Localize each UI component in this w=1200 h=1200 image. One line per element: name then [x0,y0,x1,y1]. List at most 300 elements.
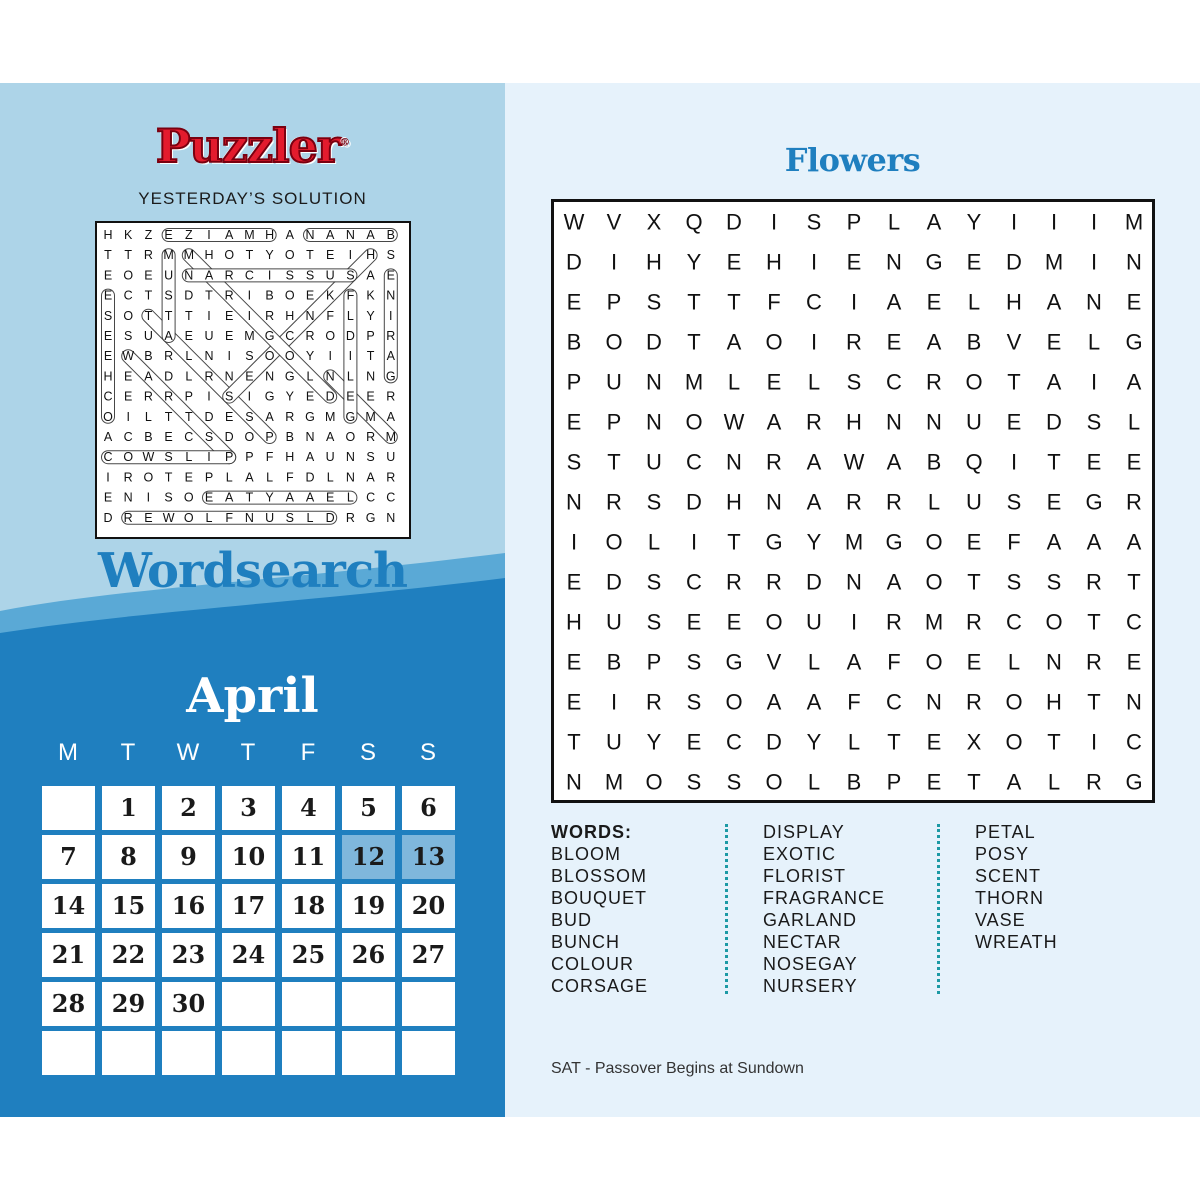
solution-letter: O [183,490,194,505]
word-item: NECTAR [763,932,842,952]
grid-letter: S [646,489,662,515]
grid-letter: G [1085,489,1103,515]
solution-letter: A [366,268,375,283]
grid-letter: I [810,249,818,275]
solution-letter: O [123,450,134,465]
solution-letter: E [184,470,193,485]
solution-letter: O [123,268,134,283]
grid-letter: S [846,369,862,395]
grid-letter: I [1090,249,1098,275]
solution-letter: Y [285,389,294,404]
grid-letter: E [566,649,582,675]
solution-letter: N [204,349,214,364]
solution-letter: P [245,450,254,465]
word-item: WREATH [975,932,1058,952]
grid-letter: R [1086,649,1102,675]
solution-letter: G [264,329,275,343]
solution-letter: N [265,369,275,384]
solution-letter: S [305,268,315,283]
right-panel [505,83,1200,1117]
weekday-label: W [176,739,200,766]
grid-letter: T [607,449,621,475]
solution-letter: I [207,228,211,242]
solution-letter: O [123,308,134,323]
solution-letter: A [326,430,335,444]
solution-letter: E [144,510,153,525]
solution-letter: T [104,248,112,263]
grid-letter: M [604,769,624,795]
grid-letter: T [887,729,901,755]
grid-letter: T [1127,569,1141,595]
grid-letter: I [810,329,818,355]
solution-letter: I [126,409,130,424]
solution-letter: Y [265,248,274,263]
grid-letter: D [606,569,622,595]
grid-letter: E [966,649,982,675]
grid-letter: I [1090,729,1098,755]
calendar-empty-cell [282,982,335,1026]
solution-letter: E [103,329,113,343]
word-list-column-1 [551,821,648,997]
grid-letter: Y [646,729,662,755]
solution-letter: R [143,389,153,404]
solution-letter: E [144,268,153,283]
grid-letter: S [806,209,822,235]
solution-letter: E [164,228,173,242]
solution-letter: R [164,349,174,364]
grid-letter: L [727,369,741,395]
grid-letter: S [1006,569,1022,595]
solution-letter: R [305,329,315,343]
grid-letter: P [566,369,582,395]
grid-letter: O [645,769,663,795]
calendar-day: 12 [342,835,395,879]
grid-letter: H [766,249,782,275]
word-item: DISPLAY [763,822,845,842]
solution-letter: L [326,470,334,485]
solution-letter: R [224,268,234,283]
grid-letter: N [886,249,902,275]
grid-letter: N [1126,249,1142,275]
solution-letter: G [365,510,376,525]
grid-letter: T [1087,609,1101,635]
solution-letter: R [123,510,133,525]
grid-letter: D [726,209,742,235]
word-item: THORN [975,888,1044,908]
calendar-day: 21 [42,933,95,977]
solution-letter: L [185,450,193,465]
grid-letter: C [886,689,902,715]
solution-letter: I [207,389,211,404]
grid-letter: R [726,569,742,595]
left-panel [0,83,505,1117]
solution-letter: R [164,389,174,404]
solution-letter: F [225,510,234,525]
calendar-day: 11 [282,835,335,879]
grid-letter: W [723,409,745,435]
solution-letter: E [245,369,254,384]
solution-letter: T [366,349,375,364]
solution-letter: E [225,409,234,424]
solution-letter: I [348,349,353,364]
solution-letter: P [265,430,274,444]
solution-letter: I [348,248,353,263]
dotted-divider [725,824,728,994]
word-item: FRAGRANCE [763,888,886,908]
solution-letter: S [285,268,294,283]
word-item: FLORIST [763,866,847,886]
grid-letter: D [766,729,782,755]
word-item: PETAL [975,822,1036,842]
solution-letter: H [103,228,113,242]
solution-letter: M [385,430,397,444]
calendar-day: 19 [342,884,395,928]
solution-letter: E [346,389,355,404]
solution-letter: N [305,228,315,242]
calendar-day: 24 [222,933,275,977]
grid-letter: O [605,329,623,355]
grid-letter: F [847,689,861,715]
grid-letter: G [1125,769,1143,795]
solution-letter: E [164,430,173,444]
grid-letter: V [606,209,622,235]
solution-letter: A [305,490,315,505]
grid-letter: I [1010,449,1018,475]
grid-letter: T [687,329,701,355]
calendar-empty-cell [42,786,95,830]
grid-letter: R [966,609,982,635]
solution-letter: L [144,409,152,424]
solution-letter: P [184,389,193,404]
solution-letter: E [386,268,395,283]
grid-letter: A [806,689,822,715]
solution-letter: S [204,430,214,444]
solution-letter: C [366,490,376,505]
solution-letter: E [326,490,335,505]
grid-letter: V [1006,329,1022,355]
solution-letter: D [224,430,234,444]
grid-letter: E [886,329,902,355]
grid-letter: G [765,529,783,555]
calendar-day: 29 [102,982,155,1026]
grid-letter: E [1006,409,1022,435]
grid-letter: I [690,529,698,555]
grid-letter: H [1046,689,1062,715]
grid-letter: I [1090,369,1098,395]
grid-letter: O [605,529,623,555]
solution-letter: G [305,409,315,424]
solution-letter: L [205,510,213,525]
grid-letter: U [966,489,982,515]
grid-letter: E [566,409,582,435]
solution-letter: Z [184,228,193,242]
grid-letter: C [1126,729,1142,755]
grid-letter: M [1044,249,1064,275]
solution-letter: G [284,369,295,384]
grid-letter: Q [965,449,983,475]
grid-letter: L [807,369,821,395]
grid-letter: L [847,729,861,755]
calendar-day: 16 [162,884,215,928]
solution-letter: A [245,470,254,485]
grid-letter: G [725,649,743,675]
month-title: April [186,668,319,724]
solution-letter: A [285,490,294,505]
grid-letter: T [1047,729,1061,755]
solution-letter: Y [366,308,375,323]
solution-letter: Y [265,490,274,505]
solution-letter: U [325,268,335,283]
grid-letter: O [1005,729,1023,755]
grid-letter: A [1126,369,1142,395]
solution-letter: T [184,409,193,424]
grid-letter: N [1046,649,1062,675]
solution-letter: L [185,349,193,364]
grid-letter: E [966,529,982,555]
solution-letter: E [124,389,133,404]
grid-letter: A [1086,529,1102,555]
grid-letter: O [925,649,943,675]
calendar-day: 26 [342,933,395,977]
grid-letter: E [1046,329,1062,355]
grid-letter: X [646,209,662,235]
solution-letter: L [266,470,274,485]
solution-letter: E [103,490,113,505]
solution-letter: P [366,329,375,343]
solution-letter: B [386,228,395,242]
solution-letter: I [247,389,252,404]
grid-letter: A [1046,529,1062,555]
solution-letter: K [366,288,375,303]
calendar-day: 23 [162,933,215,977]
grid-letter: L [927,489,941,515]
words-header: WORDS: [551,822,632,842]
grid-letter: H [1006,289,1022,315]
solution-letter: P [225,450,234,465]
solution-letter: N [123,490,133,505]
grid-letter: F [1007,529,1021,555]
calendar-day: 30 [162,982,215,1026]
solution-letter: E [204,490,214,505]
calendar-page [0,83,1200,1117]
grid-letter: A [766,409,782,435]
grid-letter: W [843,449,865,475]
grid-letter: A [1046,369,1062,395]
grid-letter: C [726,729,742,755]
calendar-empty-cell [222,1031,275,1075]
solution-letter: M [324,409,336,424]
grid-letter: T [967,769,981,795]
grid-letter: A [806,449,822,475]
solution-letter: S [346,268,355,283]
solution-letter: Y [305,349,315,364]
solution-letter: L [185,369,193,384]
grid-letter: S [686,649,702,675]
calendar-day: 2 [162,786,215,830]
solution-letter: H [285,308,295,323]
solution-letter: C [244,268,254,283]
calendar-empty-cell [342,1031,395,1075]
grid-letter: W [563,209,585,235]
grid-letter: U [966,409,982,435]
solution-letter: A [326,228,335,242]
grid-letter: R [966,689,982,715]
grid-letter: E [966,249,982,275]
grid-letter: L [1127,409,1141,435]
grid-letter: C [1126,609,1142,635]
solution-letter: S [285,510,294,525]
calendar-day: 4 [282,786,335,830]
solution-letter: O [224,248,235,263]
solution-letter: O [264,349,275,364]
grid-letter: E [1126,649,1142,675]
solution-letter: L [346,369,354,384]
grid-letter: Y [806,529,822,555]
grid-letter: N [566,769,582,795]
grid-letter: O [1045,609,1063,635]
solution-letter: W [142,450,155,465]
solution-letter: E [305,288,315,303]
solution-letter: A [366,228,375,242]
word-item: NURSERY [763,976,858,996]
word-item: NOSEGAY [763,954,858,974]
solution-letter: E [124,369,133,384]
calendar-empty-cell [402,1031,455,1075]
grid-letter: E [1086,449,1102,475]
solution-letter: C [103,389,113,404]
grid-letter: O [1005,689,1023,715]
solution-letter: S [164,490,173,505]
grid-letter: R [846,489,862,515]
solution-letter: A [386,349,395,364]
grid-letter: I [850,609,858,635]
grid-letter: N [926,689,942,715]
solution-letter: O [284,288,295,303]
word-item: BLOSSOM [551,866,648,886]
solution-letter: U [143,329,153,343]
solution-letter: F [285,470,294,485]
grid-letter: C [686,569,702,595]
calendar-day: 7 [42,835,95,879]
grid-letter: N [846,569,862,595]
solution-letter: E [103,349,113,364]
grid-letter: N [886,409,902,435]
word-item: EXOTIC [763,844,837,864]
grid-letter: E [726,249,742,275]
solution-letter: D [325,510,335,525]
solution-letter: R [386,329,396,343]
grid-letter: P [646,649,662,675]
grid-letter: T [567,729,581,755]
grid-letter: R [846,329,862,355]
solution-letter: D [164,369,174,384]
grid-letter: R [886,489,902,515]
grid-letter: G [885,529,903,555]
solution-letter: C [184,430,194,444]
solution-letter: I [389,308,393,323]
solution-letter: O [284,349,295,364]
weekday-label: T [120,739,136,766]
grid-letter: R [926,369,942,395]
solution-letter: L [306,510,314,525]
calendar-empty-cell [342,982,395,1026]
solution-letter: I [146,490,151,505]
grid-letter: S [646,609,662,635]
solution-letter: S [164,450,173,465]
solution-letter: C [123,288,133,303]
grid-letter: R [766,449,782,475]
solution-letter: O [143,470,154,485]
grid-letter: Y [686,249,702,275]
grid-letter: M [924,609,944,635]
grid-letter: G [1125,329,1143,355]
solution-letter: T [245,248,254,263]
wordsearch-grid [551,199,1155,803]
solution-letter: U [265,510,275,525]
calendar-day: 13 [402,835,455,879]
grid-letter: E [1126,449,1142,475]
word-item: SCENT [975,866,1042,886]
solution-letter: T [164,308,173,323]
grid-letter: T [967,569,981,595]
grid-letter: I [850,289,858,315]
solution-letter: N [386,510,396,525]
solution-letter: A [164,329,173,343]
weekday-label: F [300,739,316,766]
grid-letter: M [844,529,864,555]
word-list-column-3 [975,821,1058,953]
grid-letter: B [566,329,582,355]
grid-letter: L [1007,649,1021,675]
solution-letter: T [124,248,133,263]
grid-letter: G [925,249,943,275]
grid-letter: R [606,489,622,515]
grid-letter: H [726,489,742,515]
solution-answer-loop [330,376,391,437]
grid-letter: T [687,289,701,315]
solution-letter: R [386,389,396,404]
solution-letter: N [244,510,254,525]
word-item: VASE [975,910,1026,930]
solution-letter: H [366,248,376,263]
grid-letter: S [1006,489,1022,515]
calendar-day: 1 [102,786,155,830]
grid-letter: L [807,649,821,675]
weekday-label: S [359,739,376,766]
grid-letter: R [1086,769,1102,795]
calendar-day: 25 [282,933,335,977]
puzzler-logo: Puzzler® [155,119,350,173]
solution-letter: T [144,288,153,303]
grid-letter: I [570,529,578,555]
grid-letter: P [846,209,862,235]
solution-letter: I [227,349,231,364]
grid-letter: E [686,609,702,635]
solution-letter: M [183,248,195,263]
solution-letter: H [285,450,295,465]
dotted-divider [937,824,940,994]
grid-letter: U [606,369,622,395]
calendar-day: 10 [222,835,275,879]
solution-letter: T [164,409,173,424]
grid-letter: I [610,689,618,715]
solution-letter: H [265,228,275,242]
solution-letter: U [204,329,214,343]
solution-letter: A [204,268,214,283]
solution-letter: A [366,470,375,485]
grid-letter: S [686,689,702,715]
solution-letter: A [225,490,234,505]
